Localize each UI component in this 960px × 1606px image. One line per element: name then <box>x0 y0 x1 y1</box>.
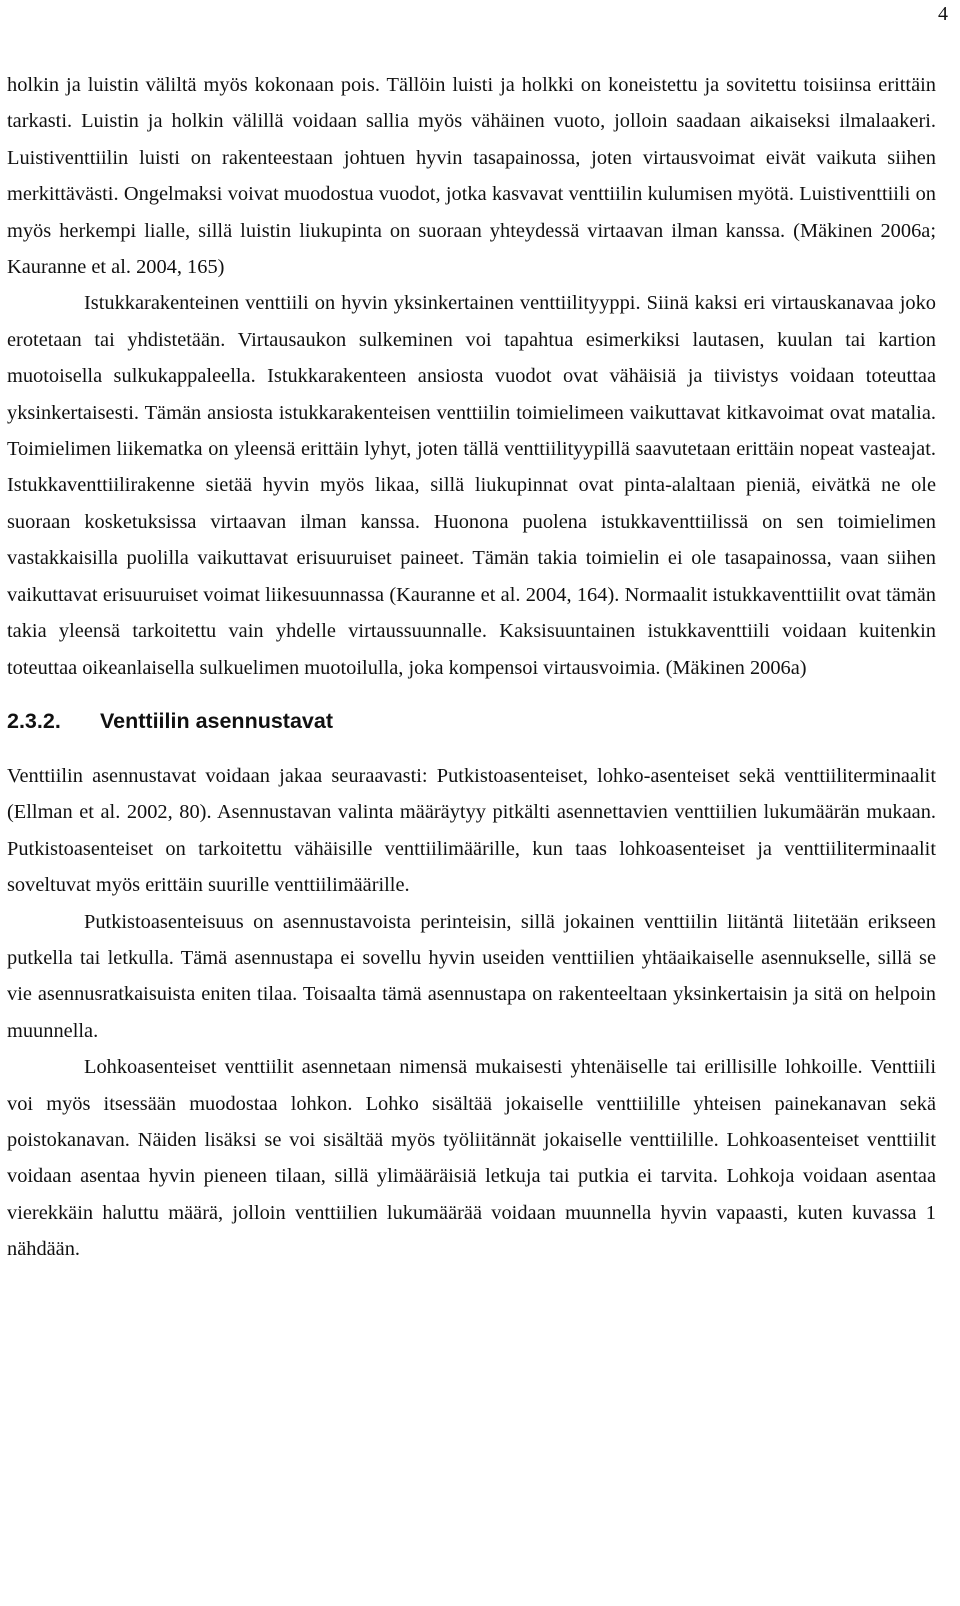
paragraph-poppet-valve: Istukkarakenteinen venttiili on hyvin yksinkertainen venttiilityyppi. Siinä kaksi eri virtauskanavaa joko erotetaan tai yhdistetään. Virtausaukon sulkeminen voi tapahtua esimerkiksi lautasen, kuulan tai kartion muotoisella sulkukappaleella. Istukkarakenteen ansiosta vuodot ovat vähäisiä ja tiivistys voidaan toteuttaa yksinkertaisesti. Tämän ansiosta istukkarakenteisen venttiilin toimielimeen vaikuttavat kitkavoimat ovat matalia. Toimielimen liikematka on yleensä erittäin lyhyt, joten tällä venttiilityypillä saavutetaan erittäin nopeat vasteajat. Istukkaventtiilirakenne sietää hyvin myös likaa, sillä liukupinnat ovat pinta-alaltaan pieniä, eivätkä ne ole suoraan kosketuksissa virtaavan ilman kanssa. Huonona puolena istukkaventtiilissä on sen toimielimen vastakkaisilla puolilla vaikuttavat erisuuruiset paineet. Tämän takia toimielin ei ole tasapainossa, vaan siihen vaikuttavat erisuuruiset voimat liikesuunnassa (Kauranne et al. 2004, 164). Normaalit istukkaventtiilit ovat tämän takia yleensä tarkoitettu vain yhdelle virtaussuunnalle. Kaksisuuntainen istukkaventtiili voidaan kuitenkin toteuttaa oikeanlaisella sulkuelimen muotoilulla, joka kompensoi virtausvoimia. (Mäkinen 2006a) <box>7 292 936 679</box>
paragraph-valve-spool: holkin ja luistin väliltä myös kokonaan pois. Tällöin luisti ja holkki on koneistettu ja sovitettu toisiinsa erittäin tarkasti. Luistin ja holkin välillä voidaan sallia myös vähäinen vuoto, jolloin saadaan aikaiseksi ilmalaakeri. Luistiventtiilin luisti on rakenteestaan johtuen hyvin tasapainossa, joten virtausvoimat eivät vaikuta siihen merkittävästi. Ongelmaksi voivat muodostua vuodot, jotka kasvavat venttiilin kulumisen myötä. Luistiventtiili on myös herkempi lialle, sillä luistin liukupinta on suoraan yhteydessä virtaavan ilman kanssa. (Mäkinen 2006a; Kauranne et al. 2004, 165) <box>7 74 936 279</box>
page-number: 4 <box>938 3 948 25</box>
document-body <box>7 67 936 1268</box>
section-title: Venttiilin asennustavat <box>100 708 333 733</box>
section-number: 2.3.2. <box>7 708 61 733</box>
paragraph-block-mounting: Lohkoasenteiset venttiilit asennetaan nimensä mukaisesti yhtenäiselle tai erillisille lohkoille. Venttiili voi myös itsessään muodostaa lohkon. Lohko sisältää jokaiselle venttiilille yhteisen painekanavan sekä poistokanavan. Näiden lisäksi se voi sisältää myös työliitännät jokaiselle venttiilille. Lohkoasenteiset venttiilit voidaan asentaa hyvin pieneen tilaan, sillä ylimääräisiä letkuja tai putkia ei tarvita. Lohkoja voidaan asentaa vierekkäin haluttu määrä, jolloin venttiilien lukumäärää voidaan muunnella hyvin vapaasti, kuten kuvassa 1 nähdään. <box>7 1056 936 1261</box>
section-heading <box>7 707 936 735</box>
paragraph-pipe-mounting: Putkistoasenteisuus on asennustavoista perinteisin, sillä jokainen venttiilin liitäntä liitetään erikseen putkella tai letkulla. Tämä asennustapa ei sovellu hyvin useiden venttiilien yhtäaikaiselle asennukselle, sillä se vie asennusratkaisuista eniten tilaa. Toisaalta tämä asennustapa on rakenteeltaan yksinkertaisin ja sitä on helpoin muunnella. <box>7 910 936 1042</box>
paragraph-mounting-types: Venttiilin asennustavat voidaan jakaa seuraavasti: Putkistoasenteiset, lohko-asenteiset sekä venttiiliterminaalit (Ellman et al. 2002, 80). Asennustavan valinta määräytyy pitkälti asennettavien venttiilien lukumäärän mukaan. Putkistoasenteiset on tarkoitettu vähäisille venttiilimäärille, kun taas lohkoasenteiset ja venttiiliterminaalit soveltuvat myös erittäin suurille venttiilimäärille. <box>7 764 936 897</box>
